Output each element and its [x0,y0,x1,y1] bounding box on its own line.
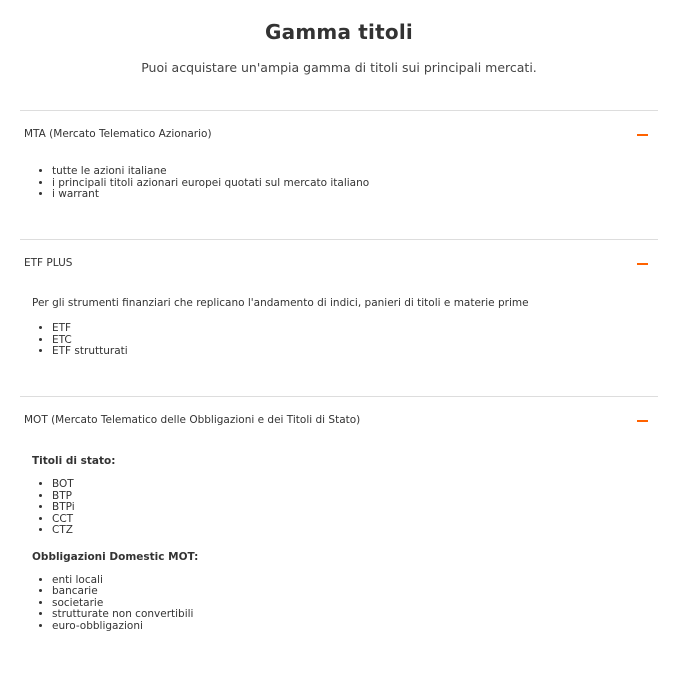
accordion-header-label: MTA (Mercato Telematico Azionario) [24,128,212,140]
page-subtitle: Puoi acquistare un'ampia gamma di titoli sui principali mercati. [141,60,537,75]
page-title: Gamma titoli [265,20,413,44]
etf-list [32,323,658,358]
mta-list [32,166,658,201]
list-item: • tutte le azioni italiane [52,166,658,178]
list-item: • BTP [52,491,658,503]
list-item: • CTZ [52,525,658,537]
market-accordion [20,110,658,632]
accordion-section-mot [20,396,658,632]
list-item: • BTPi [52,502,658,514]
list-item: • ETF strutturati [52,346,658,358]
group-title-titoli-di-stato: Titoli di stato: [32,455,116,467]
list-item: • societarie [52,598,658,610]
minus-icon[interactable] [637,263,648,265]
list-item: • BOT [52,479,658,491]
accordion-body-etf-plus [20,286,658,396]
accordion-body-mot [20,443,658,632]
accordion-header-mot[interactable] [20,397,658,443]
list-item: • i warrant [52,189,658,201]
list-item: • CCT [52,514,658,526]
section-description: Per gli strumenti finanziari che replicano l'andamento di indici, panieri di titoli e materie prime [32,297,529,309]
accordion-section-etf-plus [20,239,658,396]
titoli-di-stato-list [32,479,658,537]
accordion-header-label: ETF PLUS [24,257,73,269]
obbligazioni-list [32,575,658,633]
minus-icon[interactable] [637,134,648,136]
list-item: • strutturate non convertibili [52,609,658,621]
list-item: • ETF [52,323,658,335]
minus-icon[interactable] [637,420,648,422]
list-item: • enti locali [52,575,658,587]
accordion-header-label: MOT (Mercato Telematico delle Obbligazioni e dei Titoli di Stato) [24,414,361,426]
accordion-header-etf-plus[interactable] [20,240,658,286]
list-item: • euro-obbligazioni [52,621,658,633]
accordion-section-mta [20,110,658,239]
list-item: • ETC [52,335,658,347]
list-item: • i principali titoli azionari europei quotati sul mercato italiano [52,178,658,190]
accordion-header-mta[interactable] [20,111,658,157]
accordion-body-mta [20,157,658,239]
group-title-obbligazioni: Obbligazioni Domestic MOT: [32,550,199,563]
list-item: • bancarie [52,586,658,598]
